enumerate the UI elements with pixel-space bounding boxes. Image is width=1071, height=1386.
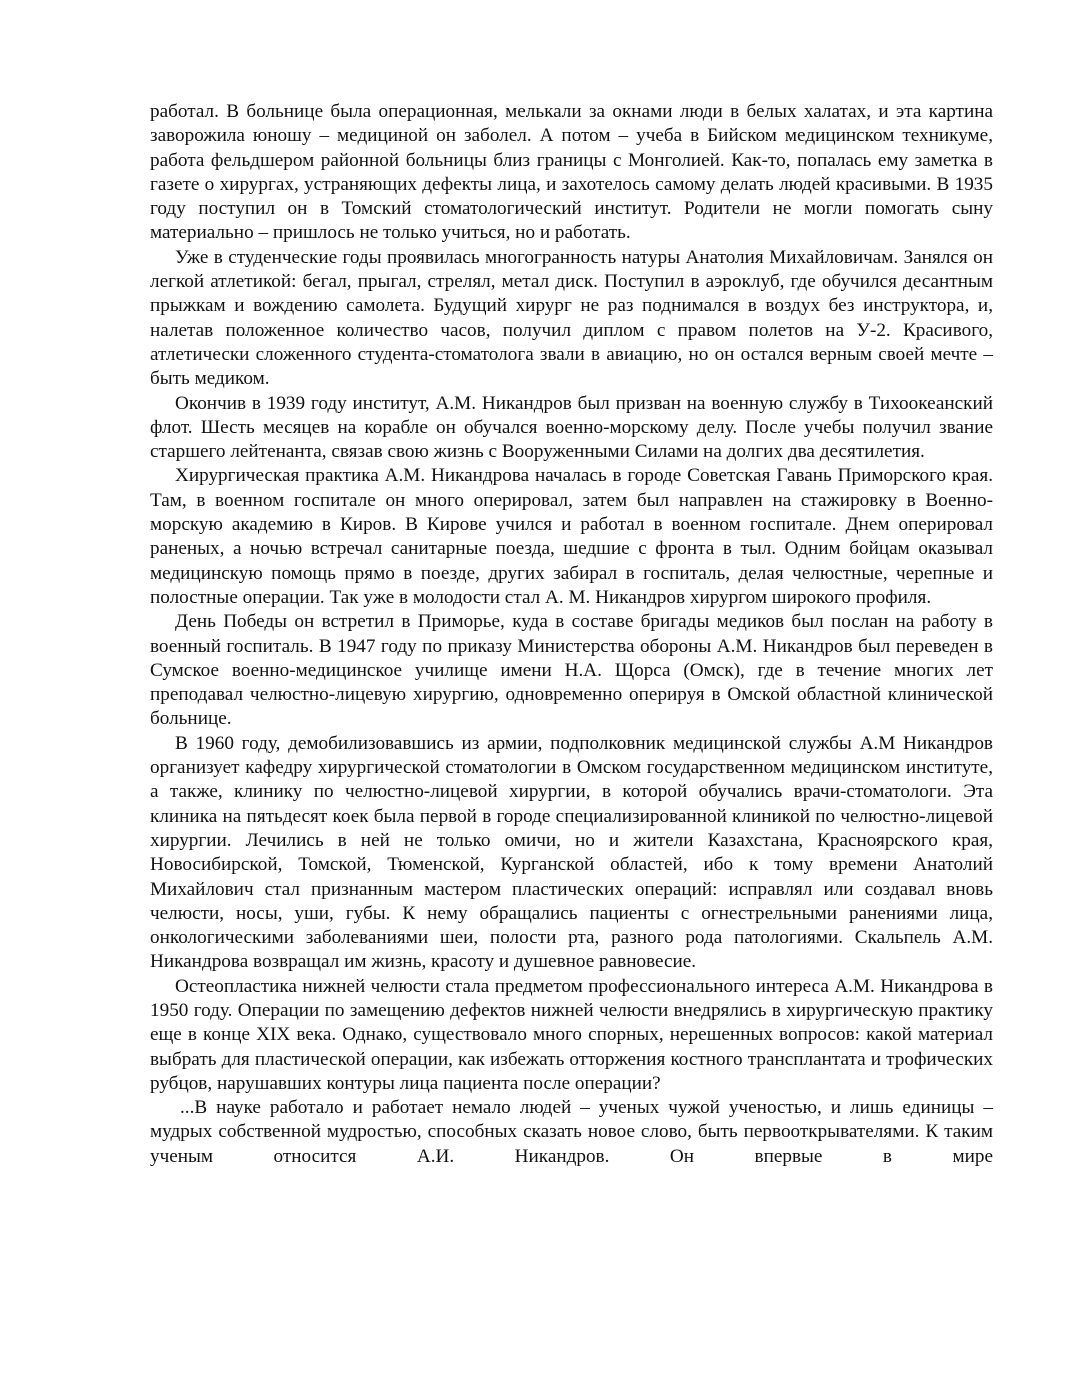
paragraph-student-years: Уже в студенческие годы проявилась многогранность натуры Анатолия Михайловичам. Занялся он легкой атлетикой: бегал, прыгал, стрелял, метал диск. Поступил в аэроклуб, где обучился десантным прыжкам и вождению самолета. Будущий хирург не раз поднимался в воздух без инструктора, и, налетав положенное количество часов, получил диплом с правом полетов на У-2. Красивого, атлетически сложенного студента-стоматолога звали в авиацию, но он остался верным своей мечте – быть медиком. (150, 246, 993, 390)
paragraph-surgical-practice: Хирургическая практика А.М. Никандрова началась в городе Советская Гавань Приморского края. Там, в военном госпитале он много оперировал, затем был направлен на стажировку в Военно-морскую академию в Киров. В Кирове учился и работал в военном госпитале. Днем оперировал раненых, а ночью встречал санитарные поезда, шедшие с фронта в тыл. Одним бойцам оказывал медицинскую помощь прямо в поезде, других забирал в госпиталь, делая челюстные, черепные и полостные операции. Так уже в молодости стал А. М. Никандров хирургом широкого профиля. (150, 465, 993, 608)
document-page (150, 100, 993, 1169)
paragraph-science: ...В науке работало и работает немало людей – ученых чужой ученостью, и лишь единицы – мудрых собственной мудростью, способных сказать новое слово, быть первооткрывателями. К таким ученым относится А.И. Никандров. Он впервые в мире (150, 1097, 993, 1167)
paragraph-osteoplasty: Остеопластика нижней челюсти стала предметом профессионального интереса А.М. Никандрова в 1950 году. Операции по замещению дефектов нижней челюсти внедрялись в хирургическую практику еще в конце XIX века. Однако, существовало много спорных, нерешенных вопросов: какой материал выбрать для пластической операции, как избежать отторжения костного трансплантата и трофических рубцов, нарушавших контуры лица пациента после операции? (150, 975, 993, 1094)
paragraph-clinic-founding: В 1960 году, демобилизовавшись из армии, подполковник медицинской службы А.М Никандров организует кафедру хирургической стоматологии в Омском государственном медицинском институте, а также, клинику по челюстно-лицевой хирургии, в которой обучались врачи-стоматологи. Эта клиника на пятьдесят коек была первой в городе специализированной клиникой по челюстно-лицевой хирургии. Лечились в ней не только омичи, но и жители Казахстана, Красноярского края, Новосибирской, Томской, Тюменской, Курганской областей, ибо к тому времени Анатолий Михайлович стал признанным мастером пластических операций: исправлял или создавал вновь челюсти, носы, уши, губы. К нему обращались пациенты с огнестрельными ранениями лица, онкологическими заболеваниями шеи, полости рта, разного рода патологиями. Скальпель А.М. Никандрова возвращал им жизнь, красоту и душевное равновесие. (150, 732, 993, 973)
paragraph-military-service: Окончив в 1939 году институт, А.М. Никандров был призван на военную службу в Тихоокеанский флот. Шесть месяцев на корабле он обучался военно-морскому делу. После учебы получил звание старшего лейтенанта, связав свою жизнь с Вооруженными Силами на долгих два десятилетия. (150, 392, 993, 463)
paragraph-early-career: работал. В больнице была операционная, мелькали за окнами люди в белых халатах, и эта картина заворожила юношу – медициной он заболел. А потом – учеба в Бийском медицинском техникуме, работа фельдшером районной больницы близ границы с Монголией. Как-то, попалась ему заметка в газете о хирургах, устраняющих дефекты лица, и захотелось самому делать людей красивыми. В 1935 году поступил он в Томский стоматологический институт. Родители не могли помогать сыну материально – пришлось не только учиться, но и работать. (150, 101, 993, 244)
paragraph-victory-day: День Победы он встретил в Приморье, куда в составе бригады медиков был послан на работу в военный госпиталь. В 1947 году по приказу Министерства обороны А.М. Никандров был переведен в Сумское военно-медицинское училище имени Н.А. Щорса (Омск), где в течение многих лет преподавал челюстно-лицевую хирургию, одновременно оперируя в Омской областной клинической больнице. (150, 611, 993, 730)
